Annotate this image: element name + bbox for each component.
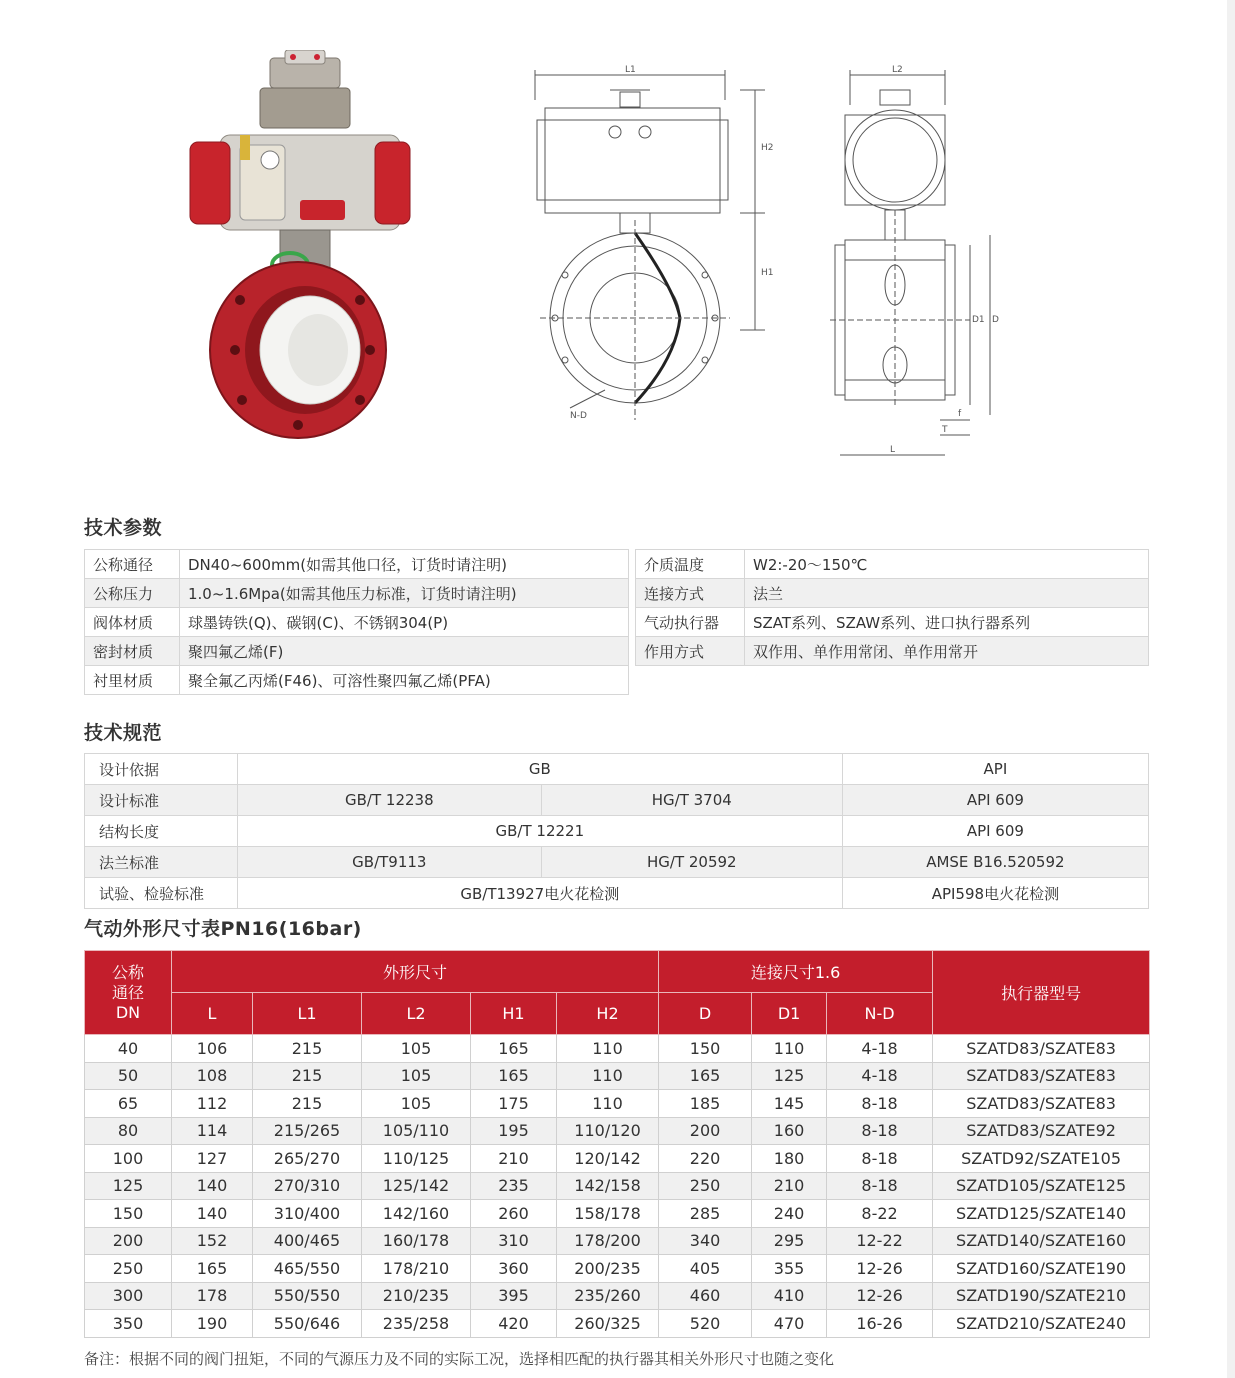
table-row <box>85 1035 1150 1063</box>
table-row <box>85 1145 1150 1173</box>
table-row <box>636 608 1149 637</box>
table-row <box>85 1310 1150 1338</box>
param-key: 气动执行器 <box>636 608 745 637</box>
table-cell: 235 <box>471 1172 557 1200</box>
table-row <box>85 878 1149 909</box>
table-cell: 12-26 <box>827 1255 933 1283</box>
table-cell: 165 <box>659 1062 752 1090</box>
spec-cell: GB/T9113 <box>237 847 541 878</box>
table-cell: SZATD83/SZATE83 <box>933 1035 1150 1063</box>
table-row <box>85 1200 1150 1228</box>
table-cell: 142/160 <box>362 1200 471 1228</box>
table-cell: 165 <box>172 1255 253 1283</box>
param-value: 聚四氟乙烯(F) <box>180 637 629 666</box>
header-L1: L1 <box>253 993 362 1035</box>
table-cell: 110/125 <box>362 1145 471 1173</box>
table-cell: 260/325 <box>557 1310 659 1338</box>
table-row <box>85 1117 1150 1145</box>
param-value: DN40~600mm(如需其他口径，订货时请注明) <box>180 550 629 579</box>
spec-cell: API <box>842 754 1148 785</box>
param-key: 公称压力 <box>85 579 180 608</box>
table-cell: 4-18 <box>827 1035 933 1063</box>
footnote: 备注：根据不同的阀门扭矩，不同的气源压力及不同的实际工况，选择相匹配的执行器其相关外形尺寸也随之变化 <box>84 1350 835 1368</box>
table-cell: SZATD140/SZATE160 <box>933 1227 1150 1255</box>
table-row <box>636 550 1149 579</box>
table-cell: 125 <box>752 1062 827 1090</box>
param-key: 公称通径 <box>85 550 180 579</box>
table-cell: 110 <box>557 1035 659 1063</box>
param-value: 1.0~1.6Mpa(如需其他压力标准，订货时请注明) <box>180 579 629 608</box>
param-key: 衬里材质 <box>85 666 180 695</box>
table-cell: 270/310 <box>253 1172 362 1200</box>
table-cell: 100 <box>85 1145 172 1173</box>
table-cell: 465/550 <box>253 1255 362 1283</box>
table-row <box>85 1062 1150 1090</box>
param-key: 连接方式 <box>636 579 745 608</box>
header-ND: N-D <box>827 993 933 1035</box>
table-cell: 410 <box>752 1282 827 1310</box>
table-cell: 105 <box>362 1090 471 1118</box>
table-cell: SZATD83/SZATE83 <box>933 1090 1150 1118</box>
table-cell: 180 <box>752 1145 827 1173</box>
spec-cell: API598电火花检测 <box>842 878 1148 909</box>
table-cell: 360 <box>471 1255 557 1283</box>
table-row <box>636 637 1149 666</box>
table-cell: 152 <box>172 1227 253 1255</box>
table-cell: 310/400 <box>253 1200 362 1228</box>
params-table-right <box>635 549 1149 666</box>
table-row <box>85 579 629 608</box>
spec-table <box>84 753 1149 909</box>
table-cell: SZATD210/SZATE240 <box>933 1310 1150 1338</box>
label-L: L <box>890 445 896 455</box>
table-row <box>85 816 1149 847</box>
table-cell: 8-18 <box>827 1117 933 1145</box>
valve-photo <box>180 50 420 440</box>
table-cell: 178 <box>172 1282 253 1310</box>
table-cell: 8-18 <box>827 1090 933 1118</box>
param-value: W2:-20～150℃ <box>745 550 1149 579</box>
front-view-drawing <box>525 60 775 440</box>
table-cell: 520 <box>659 1310 752 1338</box>
table-cell: SZATD83/SZATE92 <box>933 1117 1150 1145</box>
table-cell: 125/142 <box>362 1172 471 1200</box>
table-cell: 235/260 <box>557 1282 659 1310</box>
header-L: L <box>172 993 253 1035</box>
spec-cell: HG/T 20592 <box>541 847 842 878</box>
table-cell: 158/178 <box>557 1200 659 1228</box>
table-cell: 215 <box>253 1035 362 1063</box>
table-row <box>85 1172 1150 1200</box>
table-row <box>85 1227 1150 1255</box>
table-cell: 470 <box>752 1310 827 1338</box>
table-cell: 127 <box>172 1145 253 1173</box>
table-cell: 12-26 <box>827 1282 933 1310</box>
table-row <box>85 608 629 637</box>
table-cell: 105 <box>362 1062 471 1090</box>
param-value: SZAT系列、SZAW系列、进口执行器系列 <box>745 608 1149 637</box>
header-dn: 公称 通径 DN <box>85 951 172 1035</box>
table-cell: 215 <box>253 1090 362 1118</box>
header-outer: 外形尺寸 <box>172 951 659 993</box>
table-cell: 110/120 <box>557 1117 659 1145</box>
param-key: 阀体材质 <box>85 608 180 637</box>
table-cell: SZATD92/SZATE105 <box>933 1145 1150 1173</box>
table-row <box>85 666 629 695</box>
table-cell: 215 <box>253 1062 362 1090</box>
table-cell: 125 <box>85 1172 172 1200</box>
spec-cell: AMSE B16.520592 <box>842 847 1148 878</box>
label-H1: H1 <box>761 268 774 278</box>
label-D1: D1 <box>972 315 985 325</box>
table-cell: 142/158 <box>557 1172 659 1200</box>
spec-key: 设计依据 <box>85 754 238 785</box>
param-key: 密封材质 <box>85 637 180 666</box>
table-cell: 240 <box>752 1200 827 1228</box>
label-H2: H2 <box>761 143 774 153</box>
table-cell: 165 <box>471 1035 557 1063</box>
table-cell: 250 <box>659 1172 752 1200</box>
table-cell: 210 <box>471 1145 557 1173</box>
side-view-drawing <box>830 60 1005 460</box>
header-conn: 连接尺寸1.6 <box>659 951 933 993</box>
table-row <box>85 1282 1150 1310</box>
dimension-table <box>84 950 1150 1338</box>
table-cell: 350 <box>85 1310 172 1338</box>
table-cell: 355 <box>752 1255 827 1283</box>
table-cell: SZATD160/SZATE190 <box>933 1255 1150 1283</box>
table-cell: 108 <box>172 1062 253 1090</box>
product-figures <box>0 0 1235 480</box>
table-row <box>636 579 1149 608</box>
table-cell: 405 <box>659 1255 752 1283</box>
params-title: 技术参数 <box>84 517 163 539</box>
header-D: D <box>659 993 752 1035</box>
header-actuator: 执行器型号 <box>933 951 1150 1035</box>
table-row <box>85 1255 1150 1283</box>
table-cell: 195 <box>471 1117 557 1145</box>
table-cell: SZATD105/SZATE125 <box>933 1172 1150 1200</box>
spec-cell: API 609 <box>842 816 1148 847</box>
table-cell: 114 <box>172 1117 253 1145</box>
table-cell: 460 <box>659 1282 752 1310</box>
dimension-rows <box>85 1035 1150 1338</box>
table-cell: 112 <box>172 1090 253 1118</box>
params-table-left <box>84 549 629 695</box>
table-cell: 235/258 <box>362 1310 471 1338</box>
table-cell: 65 <box>85 1090 172 1118</box>
table-cell: 105 <box>362 1035 471 1063</box>
table-cell: 550/646 <box>253 1310 362 1338</box>
param-value: 法兰 <box>745 579 1149 608</box>
spec-cell: HG/T 3704 <box>541 785 842 816</box>
table-cell: 210/235 <box>362 1282 471 1310</box>
table-cell: 120/142 <box>557 1145 659 1173</box>
label-f: f <box>958 409 962 419</box>
table-cell: 395 <box>471 1282 557 1310</box>
table-cell: 250 <box>85 1255 172 1283</box>
table-cell: SZATD190/SZATE210 <box>933 1282 1150 1310</box>
spec-title: 技术规范 <box>84 722 163 744</box>
table-cell: 8-22 <box>827 1200 933 1228</box>
table-row <box>85 785 1149 816</box>
table-cell: 190 <box>172 1310 253 1338</box>
label-L2: L2 <box>892 65 903 75</box>
label-T: T <box>942 425 948 435</box>
table-cell: 265/270 <box>253 1145 362 1173</box>
table-cell: 220 <box>659 1145 752 1173</box>
table-cell: SZATD125/SZATE140 <box>933 1200 1150 1228</box>
table-row <box>85 637 629 666</box>
table-cell: 400/465 <box>253 1227 362 1255</box>
param-value: 聚全氟乙丙烯(F46)、可溶性聚四氟乙烯(PFA) <box>180 666 629 695</box>
table-cell: 210 <box>752 1172 827 1200</box>
table-cell: 285 <box>659 1200 752 1228</box>
table-cell: SZATD83/SZATE83 <box>933 1062 1150 1090</box>
spec-cell: GB <box>237 754 842 785</box>
param-value: 双作用、单作用常闭、单作用常开 <box>745 637 1149 666</box>
param-value: 球墨铸铁(Q)、碳钢(C)、不锈钢304(P) <box>180 608 629 637</box>
spec-cell: GB/T13927电火花检测 <box>237 878 842 909</box>
table-cell: 200 <box>659 1117 752 1145</box>
table-cell: 295 <box>752 1227 827 1255</box>
spec-key: 结构长度 <box>85 816 238 847</box>
table-cell: 12-22 <box>827 1227 933 1255</box>
table-cell: 40 <box>85 1035 172 1063</box>
table-cell: 310 <box>471 1227 557 1255</box>
table-cell: 178/200 <box>557 1227 659 1255</box>
table-cell: 110 <box>557 1062 659 1090</box>
table-cell: 16-26 <box>827 1310 933 1338</box>
table-cell: 200/235 <box>557 1255 659 1283</box>
spec-key: 试验、检验标准 <box>85 878 238 909</box>
spec-cell: GB/T 12221 <box>237 816 842 847</box>
table-cell: 145 <box>752 1090 827 1118</box>
header-L2: L2 <box>362 993 471 1035</box>
table-cell: 420 <box>471 1310 557 1338</box>
table-cell: 550/550 <box>253 1282 362 1310</box>
label-ND: N-D <box>570 411 587 421</box>
table-cell: 178/210 <box>362 1255 471 1283</box>
table-cell: 200 <box>85 1227 172 1255</box>
table-cell: 110 <box>557 1090 659 1118</box>
header-H2: H2 <box>557 993 659 1035</box>
table-cell: 8-18 <box>827 1145 933 1173</box>
spec-key: 设计标准 <box>85 785 238 816</box>
param-key: 作用方式 <box>636 637 745 666</box>
table-cell: 215/265 <box>253 1117 362 1145</box>
table-row <box>85 550 629 579</box>
dim-title: 气动外形尺寸表PN16(16bar) <box>84 918 362 940</box>
spec-cell: GB/T 12238 <box>237 785 541 816</box>
table-cell: 140 <box>172 1200 253 1228</box>
table-row <box>85 754 1149 785</box>
label-D: D <box>992 315 999 325</box>
table-cell: 160 <box>752 1117 827 1145</box>
table-cell: 150 <box>659 1035 752 1063</box>
spec-key: 法兰标准 <box>85 847 238 878</box>
table-cell: 80 <box>85 1117 172 1145</box>
param-key: 介质温度 <box>636 550 745 579</box>
table-cell: 50 <box>85 1062 172 1090</box>
table-cell: 4-18 <box>827 1062 933 1090</box>
table-row <box>85 847 1149 878</box>
table-cell: 105/110 <box>362 1117 471 1145</box>
table-cell: 160/178 <box>362 1227 471 1255</box>
table-cell: 260 <box>471 1200 557 1228</box>
table-cell: 150 <box>85 1200 172 1228</box>
table-cell: 110 <box>752 1035 827 1063</box>
table-cell: 106 <box>172 1035 253 1063</box>
table-row <box>85 1090 1150 1118</box>
header-D1: D1 <box>752 993 827 1035</box>
header-H1: H1 <box>471 993 557 1035</box>
label-L1: L1 <box>625 65 636 75</box>
table-cell: 175 <box>471 1090 557 1118</box>
table-cell: 185 <box>659 1090 752 1118</box>
table-cell: 340 <box>659 1227 752 1255</box>
table-cell: 8-18 <box>827 1172 933 1200</box>
spec-cell: API 609 <box>842 785 1148 816</box>
table-cell: 165 <box>471 1062 557 1090</box>
table-cell: 140 <box>172 1172 253 1200</box>
table-cell: 300 <box>85 1282 172 1310</box>
